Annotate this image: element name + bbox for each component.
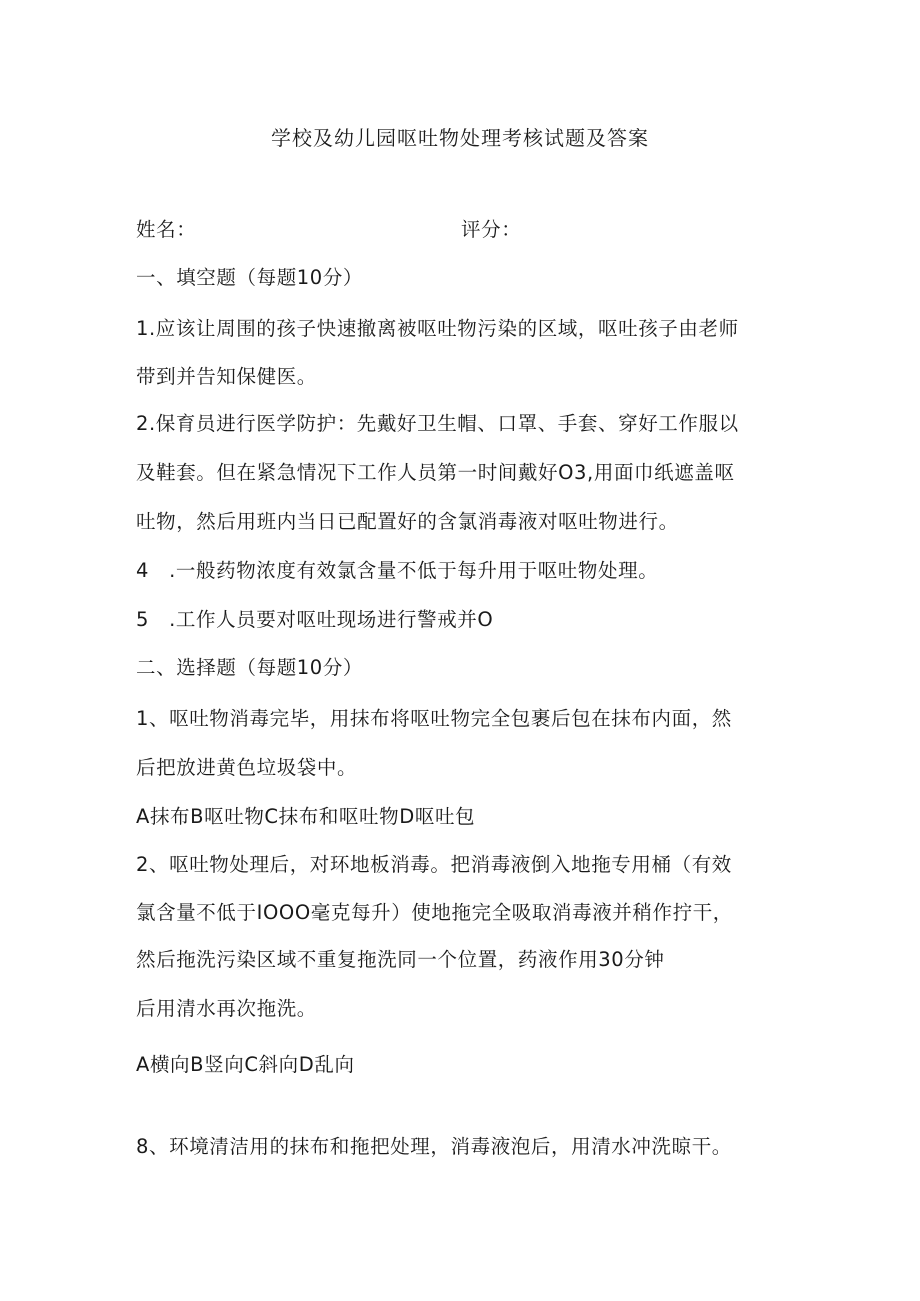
choice-question-2-line-4: 后用清水再次拖洗。: [136, 997, 317, 1020]
fill-question-1-line-1: 1.应该让周围的孩子快速撤离被呕吐物污染的区域，呕吐孩子由老师: [136, 317, 739, 340]
fill-question-2-line-1: 2.保育员进行医学防护：先戴好卫生帽、口罩、手套、穿好工作服以: [136, 412, 739, 435]
fill-question-1-line-2: 带到并告知保健医。: [136, 365, 317, 388]
choice-question-1-line-2: 后把放进黄色垃圾袋中。: [136, 756, 358, 779]
section-heading-choice: 二、选择题（每题10分）: [136, 656, 364, 679]
name-label: 姓名：: [136, 218, 197, 241]
choice-question-8: 8、环境清洁用的抹布和拖把处理，消毒液泡后，用清水冲洗晾干。: [136, 1135, 732, 1158]
choice-question-1-line-1: 1、呕吐物消毒完毕，用抹布将呕吐物完全包裹后包在抹布内面，然: [136, 707, 732, 730]
page-title: 学校及幼儿园呕吐物处理考核试题及答案: [271, 126, 649, 150]
section-heading-fill-in: 一、填空题（每题10分）: [136, 266, 364, 289]
choice-question-2-line-1: 2、呕吐物处理后，对环地板消毒。把消毒液倒入地拖专用桶（有效: [136, 853, 732, 876]
fill-question-2-line-2: 及鞋套。但在紧急情况下工作人员第一时间戴好O3,用面巾纸遮盖呕: [136, 461, 735, 484]
fill-question-2-line-3: 吐物，然后用班内当日已配置好的含氯消毒液对呕吐物进行。: [136, 510, 679, 533]
fill-question-4: 4 .一般药物浓度有效氯含量不低于每升用于呕吐物处理。: [136, 559, 659, 582]
choice-question-2-line-2: 氯含量不低于IOOO毫克每升）使地拖完全吸取消毒液并稍作拧干，: [136, 901, 733, 924]
choice-question-2-options: A横向B竖向C斜向D乱向: [136, 1053, 355, 1076]
choice-question-2-line-3: 然后拖洗污染区域不重复拖洗同一个位置，药液作用30分钟: [136, 948, 665, 971]
choice-question-1-options: A抹布B呕吐物C抹布和呕吐物D呕吐包: [136, 805, 476, 828]
fill-question-5: 5 .工作人员要对呕吐现场进行警戒并O: [136, 608, 494, 631]
score-label: 评分：: [461, 218, 522, 241]
